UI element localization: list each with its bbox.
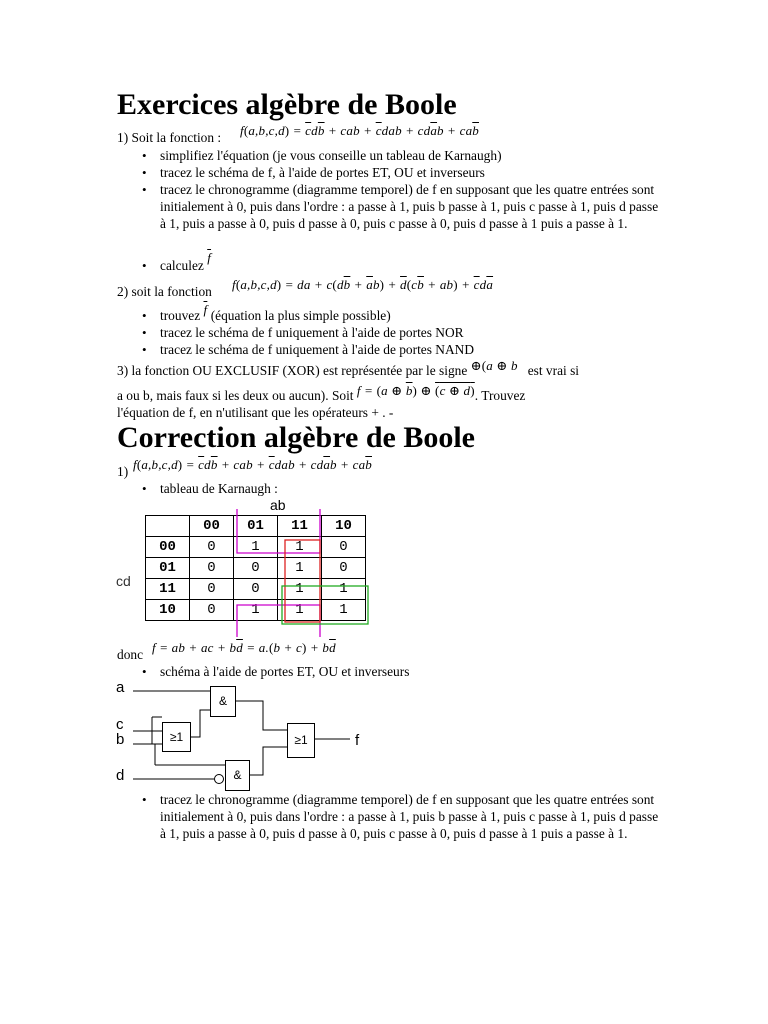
trouvez-label: trouvez xyxy=(160,308,201,323)
wire-and2-out xyxy=(249,747,287,775)
karnaugh-cell: 0 xyxy=(190,600,234,621)
ex2-equation: f(a,b,c,d) = da + $c(d\overline{b} + \overline{a}b) + \overline{d}(c\overline{b} + ab) + \overline{c}d\overline{a}$ xyxy=(232,277,494,292)
karnaugh-cell: 0 xyxy=(190,537,234,558)
karnaugh-cell: 0 xyxy=(190,579,234,600)
f-bar-symbol: $\overline{f}$ xyxy=(203,302,208,317)
and-gate-2: & xyxy=(225,760,250,791)
karnaugh-row-header: 00 xyxy=(146,537,190,558)
karnaugh-cell: 1 xyxy=(278,537,322,558)
ex1-bullet: • tracez le schéma de f, à l'aide de portes ET, OU et inverseurs xyxy=(140,164,660,181)
ex1-equation: $f(a,b,c,d) = \overline{c}d\overline{b}$ + cab + $\overline{c}dab + cd\overline{a}b + ca\overline{b}$ xyxy=(240,123,479,138)
karnaugh-cell: 1 xyxy=(278,558,322,579)
input-a-label: a xyxy=(116,679,125,696)
correction-title: Correction algèbre de Boole xyxy=(117,421,475,454)
ex3-line3: l'équation de f, en n'utilisant que les opérateurs + . - xyxy=(117,405,394,420)
karnaugh-col-header: 11 xyxy=(278,516,322,537)
simplest-note: (équation la plus simple possible) xyxy=(210,308,391,323)
corr-equation: $f(a,b,c,d) = \overline{c}d\overline{b}$ + cab + $\overline{c}dab + cd\overline{a}b + ca\overline{b}$ xyxy=(133,457,372,472)
ex2-intro: 2) soit la fonction xyxy=(117,284,212,299)
input-c-label: c xyxy=(116,716,124,733)
karnaugh-cell: 1 xyxy=(278,579,322,600)
karnaugh-cell: 1 xyxy=(322,600,366,621)
ex3-text: est vrai si xyxy=(527,363,580,378)
f-bar-symbol: $\overline{f}$ xyxy=(207,250,212,265)
karnaugh-cell: 1 xyxy=(234,600,278,621)
xor-symbol: ⊕(a ⊕ b xyxy=(470,358,518,373)
ex1-intro: 1) Soit la fonction : xyxy=(117,130,222,145)
ex3-text: 3) la fonction OU EXCLUSIF (XOR) est représentée par le signe xyxy=(117,363,468,378)
karnaugh-cell: 0 xyxy=(322,558,366,579)
input-b-label: b xyxy=(116,731,125,748)
ex2-bullet: • tracez le schéma de f uniquement à l'aide de portes NAND xyxy=(140,341,660,358)
wire-and1-out xyxy=(235,701,287,730)
ex3-equation: f = (a ⊕ $\overline{b}$) ⊕ (c ⊕ d) xyxy=(356,383,475,398)
wire-or1-out xyxy=(190,710,210,737)
karnaugh-col-variable: ab xyxy=(270,497,286,513)
ex2-bullet: • tracez le schéma de f uniquement à l'aide de portes NOR xyxy=(140,324,660,341)
page-title: Exercices algèbre de Boole xyxy=(117,88,457,121)
simplified-equation: f = ab + ac + $b\overline{d} = a.(b + c) + b\overline{d}$ xyxy=(152,640,336,655)
ex1-bullet: • simplifiez l'équation (je vous conseille un tableau de Karnaugh) xyxy=(140,147,660,164)
karnaugh-cell: 0 xyxy=(190,558,234,579)
karnaugh-col-header: 10 xyxy=(322,516,366,537)
corr-number: 1) xyxy=(117,464,129,479)
karnaugh-row-variable: cd xyxy=(116,573,131,589)
input-d-label: d xyxy=(116,767,125,784)
corr-chrono-list xyxy=(140,791,660,842)
and-gate-1: & xyxy=(210,686,236,717)
corr-bullet: • schéma à l'aide de portes ET, OU et inverseurs xyxy=(140,663,409,680)
karnaugh-col-header: 00 xyxy=(190,516,234,537)
karnaugh-cell: 1 xyxy=(278,600,322,621)
karnaugh-row-header: 01 xyxy=(146,558,190,579)
inverter-bubble xyxy=(215,775,224,784)
karnaugh-cell: 0 xyxy=(234,558,278,579)
karnaugh-cell: 0 xyxy=(322,537,366,558)
karnaugh-cell: 1 xyxy=(322,579,366,600)
karnaugh-col-header: 01 xyxy=(234,516,278,537)
ex3-text: a ou b, mais faux si les deux ou aucun). Soit xyxy=(117,388,354,403)
or-gate-1: ≥1 xyxy=(162,722,191,752)
karnaugh-row-header: 10 xyxy=(146,600,190,621)
karnaugh-row-header: 11 xyxy=(146,579,190,600)
or-gate-2: ≥1 xyxy=(287,723,315,758)
output-f-label: f xyxy=(355,732,360,749)
corr-bullet: • tableau de Karnaugh : xyxy=(140,480,278,497)
calculez-label: calculez xyxy=(160,258,204,273)
donc-label: donc xyxy=(117,647,144,662)
karnaugh-cell: 1 xyxy=(234,537,278,558)
karnaugh-cell: 0 xyxy=(234,579,278,600)
ex1-bullet: • tracez le chronogramme (diagramme temporel) de f en supposant que les quatre entrées sont initialement à 0, puis dans l'ordre : a passe à 1, puis b passe à 1, puis c passe à 1, puis d passe à 1, puis a passe à 0, puis d passe à 0, puis c passe à 0, puis d passe à 1 puis a passe à 1. xyxy=(140,181,660,232)
ex3-text: . Trouvez xyxy=(474,388,526,403)
corr-bullet: • tracez le chronogramme (diagramme temporel) de f en supposant que les quatre entrées sont initialement à 0, puis dans l'ordre : a passe à 1, puis b passe à 1, puis c passe à 1, puis d passe à 1, puis a passe à 0, puis d passe à 0, puis c passe à 0, puis d passe à 1 puis a passe à 1. xyxy=(140,791,660,842)
